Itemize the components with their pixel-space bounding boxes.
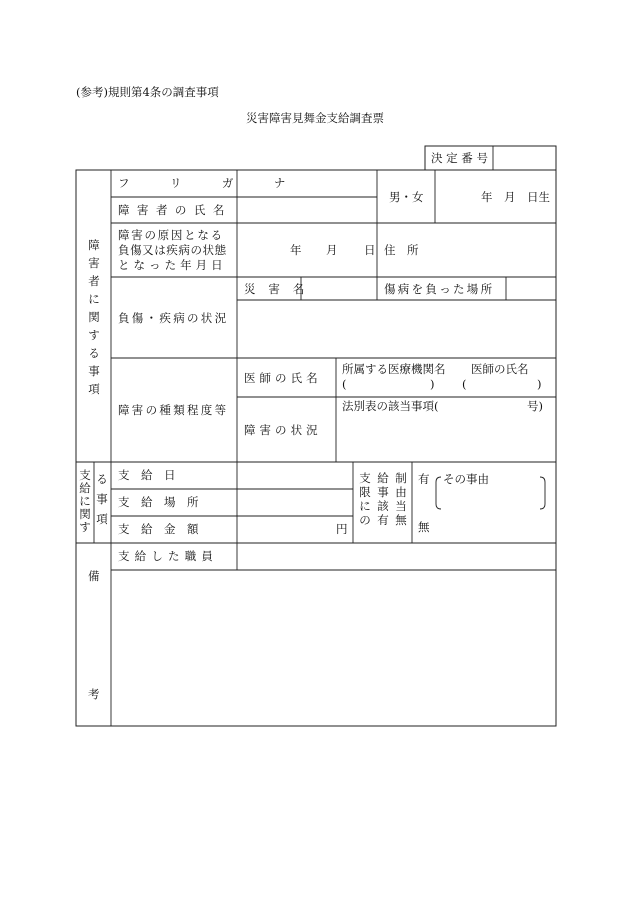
doctor-paren-close: ) bbox=[537, 377, 542, 391]
sex-label: 男・女 bbox=[389, 190, 424, 204]
doctor-name-label: 医師の氏名 bbox=[244, 371, 322, 385]
payment-amount-unit: 円 bbox=[336, 522, 348, 536]
section-injured-label: 障 害 者 に 関 す る 事 項 bbox=[88, 238, 100, 396]
remarks-field[interactable] bbox=[113, 573, 554, 723]
doctor-name-label-2: 医師の氏名 bbox=[471, 362, 529, 376]
remarks-label-bottom: 考 bbox=[88, 687, 100, 701]
institution-label: 所属する医療機関名 bbox=[342, 362, 446, 376]
restriction-no-label[interactable]: 無 bbox=[418, 520, 430, 534]
institution-paren-open: ( bbox=[342, 377, 347, 391]
condition-label: 負傷・疾病の状況 bbox=[118, 311, 229, 325]
name-field[interactable] bbox=[240, 203, 374, 217]
section-payment-label-col1: 支 給 に 関 す bbox=[79, 468, 91, 534]
address-label: 住 所 bbox=[384, 243, 419, 257]
disability-status-label: 障害の状況 bbox=[244, 423, 322, 437]
doctor-paren-open: ( bbox=[462, 377, 467, 391]
name-label: 障害者の氏名 bbox=[118, 203, 232, 217]
payment-date-label: 支 給 日 bbox=[118, 468, 176, 482]
appendix-suffix: 号) bbox=[527, 399, 543, 413]
staff-field[interactable] bbox=[240, 549, 553, 565]
form-title: 災害障害見舞金支給調査票 bbox=[246, 111, 384, 125]
cause-day-label: 日 bbox=[364, 243, 376, 257]
birth-date-label: 年 月 日生 bbox=[481, 190, 550, 204]
restriction-col2: 給 事 該 有 bbox=[377, 471, 389, 527]
section-payment-label-col2: る 事 項 bbox=[96, 472, 108, 526]
restriction-col1: 支 限 に の bbox=[359, 471, 371, 527]
reference-note: (参考)規則第4条の調査事項 bbox=[76, 85, 219, 99]
staff-label: 支給した職員 bbox=[118, 549, 219, 563]
restriction-col3: 制 由 当 無 bbox=[395, 471, 407, 527]
furigana-label: フ リ ガ ナ bbox=[118, 176, 304, 190]
decision-number-label: 決 定 番 号 bbox=[431, 151, 488, 165]
injury-place-label: 傷病を負った場所 bbox=[384, 282, 495, 296]
cause-label-line3: となった年月日 bbox=[118, 258, 227, 272]
appendix-label: 法別表の該当事項( bbox=[342, 399, 439, 413]
disability-type-label: 障害の種類程度等 bbox=[118, 403, 229, 417]
cause-label-line1: 障害の原因となる bbox=[118, 228, 224, 242]
restriction-reason-label: その事由 bbox=[443, 472, 489, 486]
restriction-yes-label[interactable]: 有 bbox=[418, 472, 430, 486]
disaster-name-label: 災 害 名 bbox=[244, 282, 309, 296]
cause-label-line2: 負傷又は疾病の状態 bbox=[118, 243, 227, 257]
payment-place-label: 支 給 場 所 bbox=[118, 495, 199, 509]
institution-paren-close: ) bbox=[430, 377, 435, 391]
payment-amount-label: 支 給 金 額 bbox=[118, 522, 199, 536]
furigana-field[interactable] bbox=[240, 177, 374, 191]
cause-year-label: 年 bbox=[290, 243, 302, 257]
cause-month-label: 月 bbox=[326, 243, 338, 257]
remarks-label-top: 備 bbox=[88, 569, 100, 583]
